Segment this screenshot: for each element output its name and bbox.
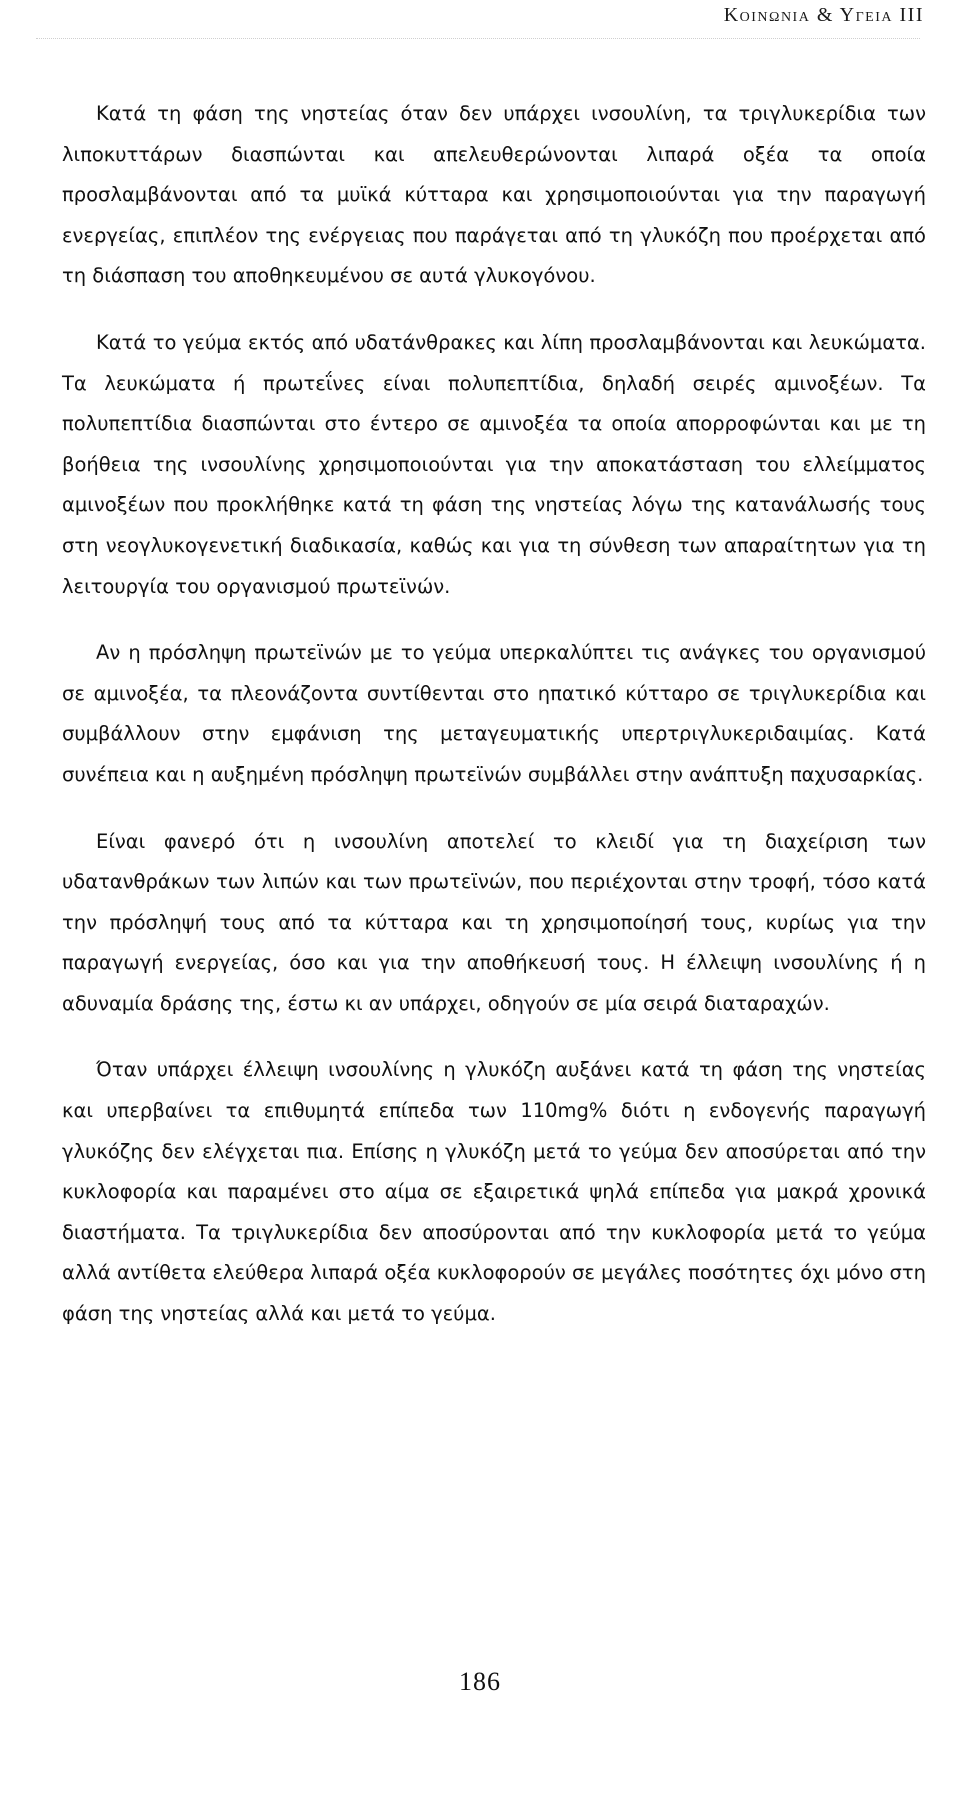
paragraph-3: Αν η πρόσληψη πρωτεϊνών με το γεύμα υπερκαλύπτει τις ανάγκες του οργανισμού σε αμινοξέα, τα πλεονάζοντα συντίθενται στο ηπατικό κύτταρο σε τριγλυκερίδια και συμβάλλουν στην εμφάνιση της μεταγευματικής υπερτριγλυκεριδαιμίας. Κατά συνέπεια και η αυξημένη πρόσληψη πρωτεϊνών συμβάλλει στην ανάπτυξη παχυσαρκίας.: [62, 641, 926, 786]
paragraph-4: Είναι φανερό ότι η ινσουλίνη αποτελεί το κλειδί για τη διαχείριση των υδατανθράκων των λιπών και των πρωτεϊνών, που περιέχονται στην τροφή, τόσο κατά την πρόσληψή τους από τα κύτταρα και τη χρησιμοποίησή τους, κυρίως για την παραγωγή ενεργείας, όσο και για την αποθήκευσή τους. Η έλλειψη ινσουλίνης ή η αδυναμία δράσης της, έστω κι αν υπάρχει, οδηγούν σε μία σειρά διαταραχών.: [62, 829, 926, 1015]
paragraph-2: Κατά το γεύμα εκτός από υδατάνθρακες και λίπη προσλαμβάνονται και λευκώματα. Τα λευκώματα ή πρωτεΐνες είναι πολυπεπτίδια, δηλαδή σειρές αμινοξέων. Τα πολυπεπτίδια διασπώνται στο έντερο σε αμινοξέα τα οποία απορροφώνται και με τη βοήθεια της ινσουλίνης χρησιμοποιούνται για την αποκατάσταση του ελλείμματος αμινοξέων που προκλήθηκε κατά τη φάση της νηστείας λόγω της κατανάλωσής τους στη νεογλυκογενετική διαδικασία, καθώς και για τη σύνθεση των απαραίτητων για τη λειτουργία του οργανισμού πρωτεϊνών.: [62, 330, 926, 598]
body-text: [62, 94, 926, 1335]
page-number: 186: [459, 1667, 501, 1696]
paragraph-1: Κατά τη φάση της νηστείας όταν δεν υπάρχει ινσουλίνη, τα τριγλυκερίδια των λιποκυττάρων διασπώνται και απελευθερώνονται λιπαρά οξέα τα οποία προσλαμβάνονται από τα μυϊκά κύτταρα και χρησιμοποιούνται για την παραγωγή ενεργείας, επιπλέον της ενέργειας που παράγεται από τη γλυκόζη που προέρχεται από τη διάσπαση του αποθηκευμένου σε αυτά γλυκογόνου.: [62, 102, 926, 288]
running-header: Κοινωνια & Υγεια ΙΙΙ: [723, 4, 924, 26]
paragraph-5: Όταν υπάρχει έλλειψη ινσουλίνης η γλυκόζη αυξάνει κατά τη φάση της νηστείας και υπερβαίνει τα επιθυμητά επίπεδα των 110mg% διότι η ενδογενής παραγωγή γλυκόζης δεν ελέγχεται πια. Επίσης η γλυκόζη μετά το γεύμα δεν αποσύρεται από την κυκλοφορία και παραμένει στο αίμα σε εξαιρετικά ψηλά επίπεδα για μακρά χρονικά διαστήματα. Τα τριγλυκερίδια δεν αποσύρονται από την κυκλοφορία μετά το γεύμα αλλά αντίθετα ελεύθερα λιπαρά οξέα κυκλοφορούν σε μεγάλες ποσότητες όχι μόνο στη φάση της νηστείας αλλά και μετά το γεύμα.: [62, 1058, 926, 1326]
header-rule: [36, 38, 920, 39]
